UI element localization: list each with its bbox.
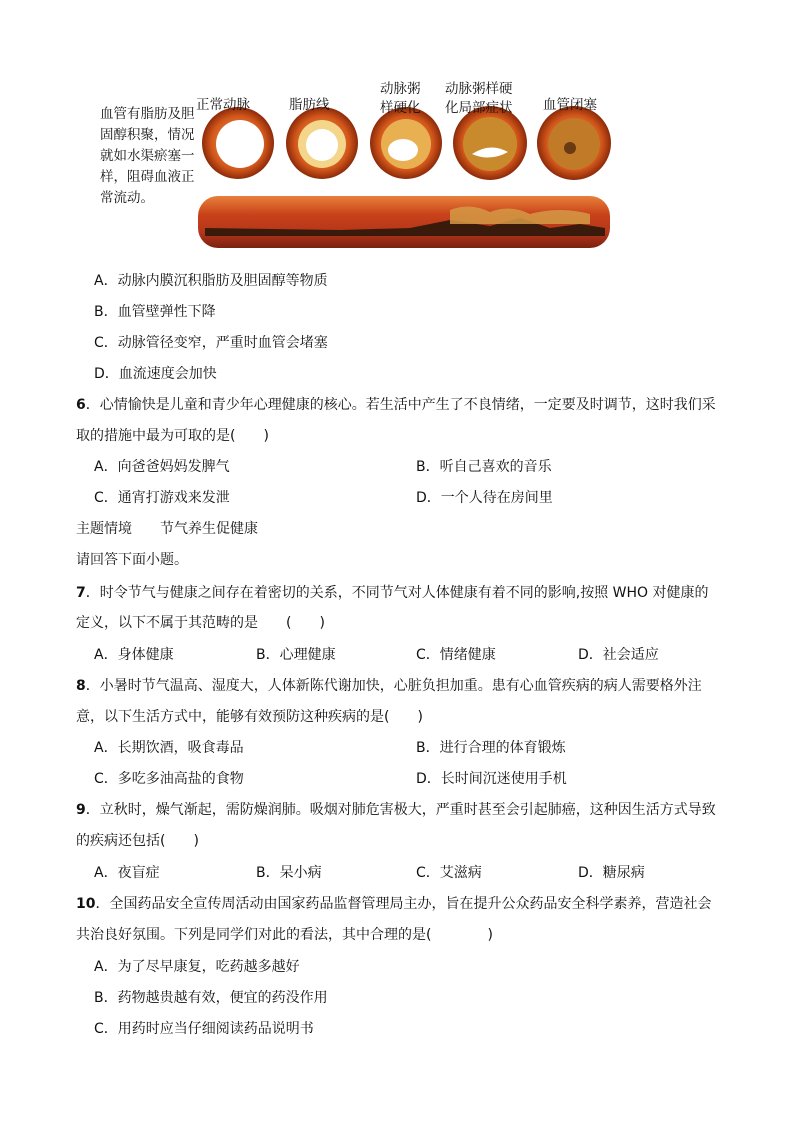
q9-option-d: D．糖尿病 [578,865,645,881]
q5-option-c: C．动脉管径变窄，严重时血管会堵塞 [94,335,328,351]
q8-stem-line1: 8．小暑时节气温高、湿度大，人体新陈代谢加快，心脏负担加重。患有心血管疾病的病人需要格外注 [76,678,702,694]
q5-option-d: D．血流速度会加快 [94,366,217,382]
q9-option-a: A．夜盲症 [94,865,160,881]
q7-option-a: A．身体健康 [94,647,174,663]
stage-label-occlusion: 血管闭塞 [543,97,597,113]
stage-label-local-symptoms: 动脉粥样硬 化局部症状 [445,81,513,116]
q10-stem-line1: 10．全国药品安全宣传周活动由国家药品监督管理局主办，旨在提升公众药品安全科学素养，营造社会 [76,896,712,912]
q8-option-c: C．多吃多油高盐的食物 [94,771,244,787]
q9-option-b: B．呆小病 [256,865,322,881]
theme-title: 主题情境 节气养生促健康 [76,521,258,537]
q9-stem-line1: 9．立秋时，燥气渐起，需防燥润肺。吸烟对肺危害极大，严重时甚至会引起肺癌，这种因生活方式导致 [76,802,716,818]
q5-option-a: A．动脉内膜沉积脂肪及胆固醇等物质 [94,273,328,289]
q10-stem-line2: 共治良好氛围。下列是同学们对此的看法，其中合理的是( ) [76,927,493,943]
q7-option-b: B．心理健康 [256,647,336,663]
q5-option-b: B．血管壁弹性下降 [94,304,216,320]
q6-option-a: A．向爸爸妈妈发脾气 [94,459,230,475]
q6-option-c: C．通宵打游戏来发泄 [94,490,230,506]
q10-option-a: A．为了尽早康复，吃药越多越好 [94,959,300,975]
artery-figure [90,78,614,250]
q8-number: 8 [76,678,86,694]
q6-option-b: B．听自己喜欢的音乐 [416,459,552,475]
q7-stem-line2: 定义，以下不属于其范畴的是 ( ) [76,615,325,631]
q8-option-b: B．进行合理的体育锻炼 [416,740,566,756]
q8-option-d: D．长时间沉迷使用手机 [416,771,567,787]
q7-option-d: D．社会适应 [578,647,659,663]
q7-number: 7 [76,585,86,601]
normal-artery-section [202,107,274,179]
stage-label-normal: 正常动脉 [196,97,250,113]
q6-number: 6 [76,397,86,413]
fatty-streak-section [286,107,358,179]
occluded-artery-section [537,106,611,180]
stage-label-atherosclerosis: 动脉粥 样硬化 [380,81,421,116]
q6-stem-line2: 取的措施中最为可取的是( ) [76,428,269,444]
q7-option-c: C．情绪健康 [416,647,496,663]
q9-stem-line2: 的疾病还包括( ) [76,833,199,849]
q10-option-b: B．药物越贵越有效，便宜的药没作用 [94,990,328,1006]
q9-number: 9 [76,802,86,818]
q9-option-c: C．艾滋病 [416,865,482,881]
q7-stem-line1: 7．时令节气与健康之间存在着密切的关系，不同节气对人体健康有着不同的影响,按照 WHO 对健康的 [76,585,709,601]
figure-caption: 血管有脂肪及胆固醇积聚，情况就如水渠瘀塞一样，阻碍血液正常流动。 [100,106,195,206]
theme-instruction: 请回答下面小题。 [76,552,188,568]
q10-number: 10 [76,896,96,912]
q6-option-d: D．一个人待在房间里 [416,490,553,506]
q8-stem-line2: 意，以下生活方式中，能够有效预防这种疾病的是( ) [76,709,423,725]
artery-longitudinal-view [198,196,610,248]
q10-option-c: C．用药时应当仔细阅读药品说明书 [94,1021,314,1037]
stage-label-fatty-streak: 脂肪线 [289,97,330,113]
q8-option-a: A．长期饮酒，吸食毒品 [94,740,244,756]
q6-stem-line1: 6．心情愉快是儿童和青少年心理健康的核心。若生活中产生了不良情绪，一定要及时调节，这时我们采 [76,397,716,413]
